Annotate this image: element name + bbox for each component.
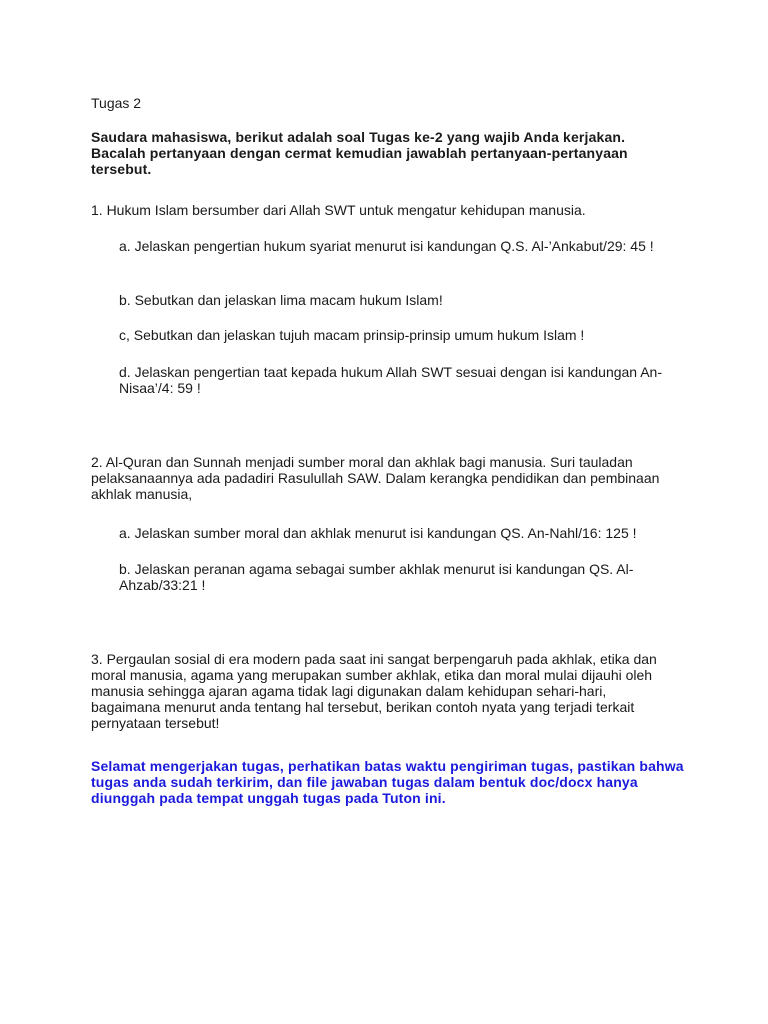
question-2-text: 2. Al-Quran dan Sunnah menjadi sumber moral dan akhlak bagi manusia. Suri tauladan pelaksanaannya ada padadiri Rasulullah SAW. Dalam kerangka pendidikan dan pembinaan akhlak manusia, xyxy=(91,454,660,502)
closing-note: Selamat mengerjakan tugas, perhatikan batas waktu pengiriman tugas, pastikan bahwa tugas anda sudah terkirim, dan file jawaban tugas dalam bentuk doc/docx hanya diunggah pada tempat unggah tugas pada Tuton ini. xyxy=(91,758,684,806)
question-1-text: 1. Hukum Islam bersumber dari Allah SWT untuk mengatur kehidupan manusia. xyxy=(91,202,586,218)
question-1-item-a: a. Jelaskan pengertian hukum syariat menurut isi kandungan Q.S. Al-’Ankabut/29: 45 ! xyxy=(119,238,654,254)
question-1-item-d: d. Jelaskan pengertian taat kepada hukum Allah SWT sesuai dengan isi kandungan An-Nisaa’/4: 59 ! xyxy=(119,364,662,396)
intro-paragraph: Saudara mahasiswa, berikut adalah soal Tugas ke-2 yang wajib Anda kerjakan. Bacalah pertanyaan dengan cermat kemudian jawablah pertanyaan-pertanyaan tersebut. xyxy=(91,129,628,177)
question-2-item-a: a. Jelaskan sumber moral dan akhlak menurut isi kandungan QS. An-Nahl/16: 125 ! xyxy=(119,525,637,541)
question-1-item-c: c, Sebutkan dan jelaskan tujuh macam prinsip-prinsip umum hukum Islam ! xyxy=(119,327,585,343)
question-1-item-b: b. Sebutkan dan jelaskan lima macam hukum Islam! xyxy=(119,292,443,308)
question-3-text: 3. Pergaulan sosial di era modern pada saat ini sangat berpengaruh pada akhlak, etika dan moral manusia, agama yang merupakan sumber akhlak, etika dan moral mulai dijauhi oleh manusia sehingga ajaran agama tidak lagi digunakan dalam kehidupan sehari-hari, bagaimana menurut anda tentang hal tersebut, berikan contoh nyata yang terjadi terkait pernyataan tersebut! xyxy=(91,651,657,731)
document-title: Tugas 2 xyxy=(91,95,142,111)
question-2-item-b: b. Jelaskan peranan agama sebagai sumber akhlak menurut isi kandungan QS. Al-Ahzab/33:21 ! xyxy=(119,561,634,593)
